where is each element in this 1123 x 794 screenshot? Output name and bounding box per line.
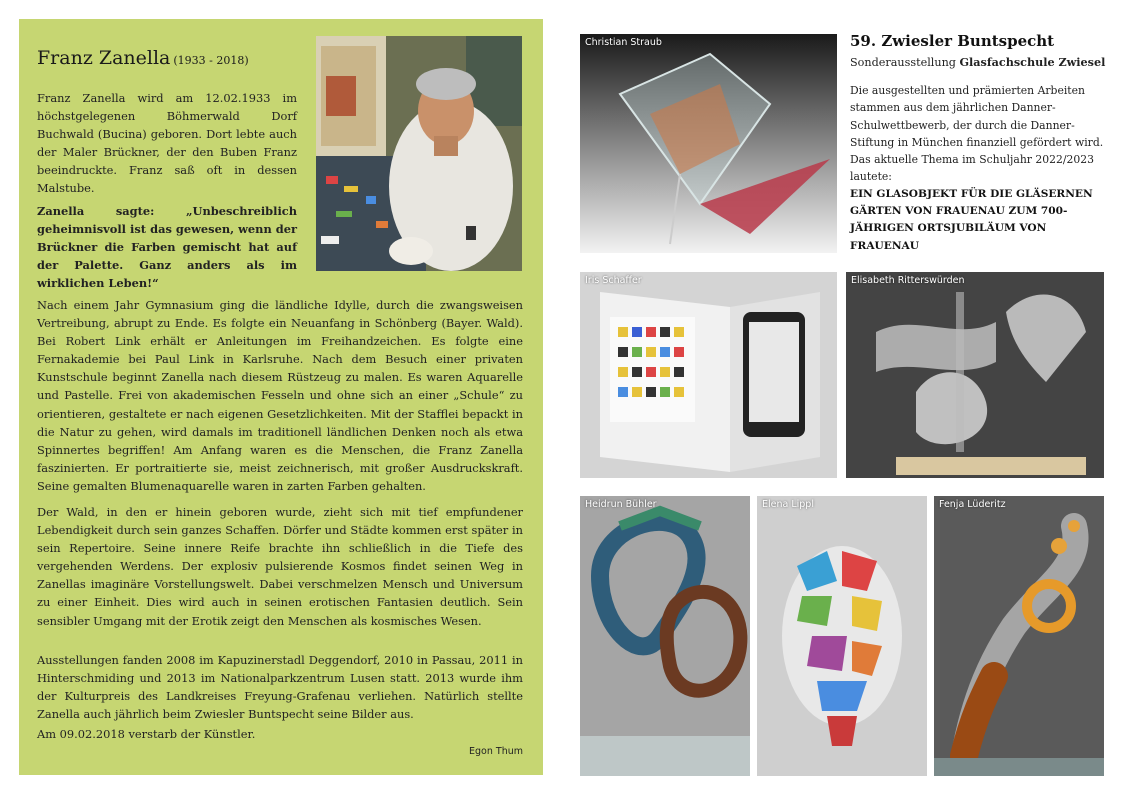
caption-christian-straub: Christian Straub: [585, 37, 662, 48]
exhibition-info: [850, 32, 1110, 255]
exhibition-description: Die ausgestellten und prämierten Arbeiten stammen aus dem jährlichen Danner-Schulwettbewerb, der durch die Danner-Stiftung in München finanziell gefördert wird. Das aktuelle Thema im Schuljahr 2022/2023 lautete:: [850, 84, 1104, 184]
subtitle-school: Glasfachschule Zwiesel: [959, 55, 1106, 69]
article-panel: [19, 19, 543, 775]
glass-rings-illustration: [580, 496, 750, 776]
exhibition-title: 59. Zwiesler Buntspecht: [850, 32, 1055, 50]
work-paragraph: Der Wald, in den er hinein geboren wurde, zieht sich mit tief empfundener Lebendigkeit durch sein ganzes Schaffen. Dörfer und Städte kommen erst später in sein Repertoire. Seine innere Reife brachte ihn schließlich in die Tiefe des vergehenden Werdens. Der explosiv pulsierende Kosmos findet seinen Weg in Zanellas imaginäre Vorstellungswelt. Dabei verschmelzen Mensch und Universum zu einer Einheit. Dies wird auch in seinen erotischen Fantasien deutlich. Sein sensibler Umgang mit der Erotik zeigt den Menschen als kosmisches Wesen.: [37, 505, 523, 628]
caption-elisabeth-ritterswuerden: Elisabeth Ritterswürden: [851, 275, 965, 286]
cube-illustration: [580, 272, 837, 478]
biography-paragraph: Nach einem Jahr Gymnasium ging die ländliche Idylle, durch die zwangsweisen Vertreibung, abrupt zu Ende. Es folgte ein Neuanfang in Schönberg (Bayer. Wald). Bei Robert Link erhält er Anleitungen im Freihandzeichen. Es folgte eine Fernakademie bei Paul Link in Karlsruhe. Nach dem Besuch einer privaten Kunstschule beginnt Zanella nach diesem Rüstzeug zu malen. Es waren Aquarelle und Pastelle. Frei von akademischen Fesseln und ohne sich an einer „Schule“ zu orientieren, gestaltete er nach eigenen Gesetzlichkeiten. Mit der Stafflei bepackt in die Natur zu gehen, wird damals im traditionell ländlichen Denken noch als etwa Spinnertes begriffen! Am Anfang waren es die Menschen, die Franz Zanella faszinierten. Er portraitierte sie, meist zeichnerisch, mit großer Ausdruckskraft. Seine gemalten Blumenaquarelle waren in zarten Farben gehalten.: [37, 298, 523, 493]
photo-elisabeth-ritterswuerden: [846, 272, 1104, 478]
mosaic-face-illustration: [757, 496, 927, 776]
glass-object-illustration: [580, 34, 837, 253]
article-title: [37, 47, 249, 69]
death-paragraph: Am 09.02.2018 verstarb der Künstler.: [37, 727, 256, 741]
photo-elena-lippl: [757, 496, 927, 776]
exhibition-theme: EIN GLASOBJEKT FÜR DIE GLÄSERNEN GÄRTEN VON FRAUENAU ZUM 700-JÄHRIGEN ORTSJUBILÄUM VON FRAUENAU: [850, 187, 1093, 252]
quote-paragraph: Zanella sagte: „Unbeschreiblich geheimnisvoll ist das gewesen, wenn der Brückner die Farben gemischt hat auf der Palette. Ganz anders als im wirklichen Leben!“: [37, 204, 297, 291]
caption-elena-lippl: Elena Lippl: [762, 499, 814, 510]
artist-name: Franz Zanella: [37, 47, 171, 69]
subtitle-prefix: Sonderausstellung: [850, 56, 960, 69]
glass-beads-illustration: [934, 496, 1104, 776]
exhibitions-paragraph: Ausstellungen fanden 2008 im Kapuzinerstadl Deggendorf, 2010 in Passau, 2011 in Hinterschmiding und 2013 im Nationalparkzentrum Lusen statt. 2013 wurde ihm der Kulturpreis des Landkreises Freyung-Grafenau verliehen. Natürlich stellte Zanella auch jährlich beim Zwiesler Buntspecht seine Bilder aus.: [37, 653, 523, 722]
author-credit: Egon Thum: [469, 746, 523, 757]
portrait-illustration: [316, 36, 522, 271]
artist-years: (1933 - 2018): [173, 54, 249, 67]
caption-iris-schaffer: Iris Schaffer: [585, 275, 642, 286]
intro-paragraph: Franz Zanella wird am 12.02.1933 im höchstgelegenen Böhmerwald Dorf Buchwald (Bucina) geboren. Dort lebte auch der Maler Brückner, der den Buben Franz beeindruckte. Franz saß oft in dessen Malstube.: [37, 91, 297, 196]
caption-heidrun-buehler: Heidrun Bühler: [585, 499, 657, 510]
photo-fenja-luederitz: [934, 496, 1104, 776]
caption-fenja-luederitz: Fenja Lüderitz: [939, 499, 1006, 510]
photo-christian-straub: [580, 34, 837, 253]
glass-garden-illustration: [846, 272, 1104, 478]
photo-heidrun-buehler: [580, 496, 750, 776]
photo-iris-schaffer: [580, 272, 837, 478]
artist-portrait-photo: [316, 36, 522, 271]
exhibition-subtitle: [850, 55, 1110, 69]
